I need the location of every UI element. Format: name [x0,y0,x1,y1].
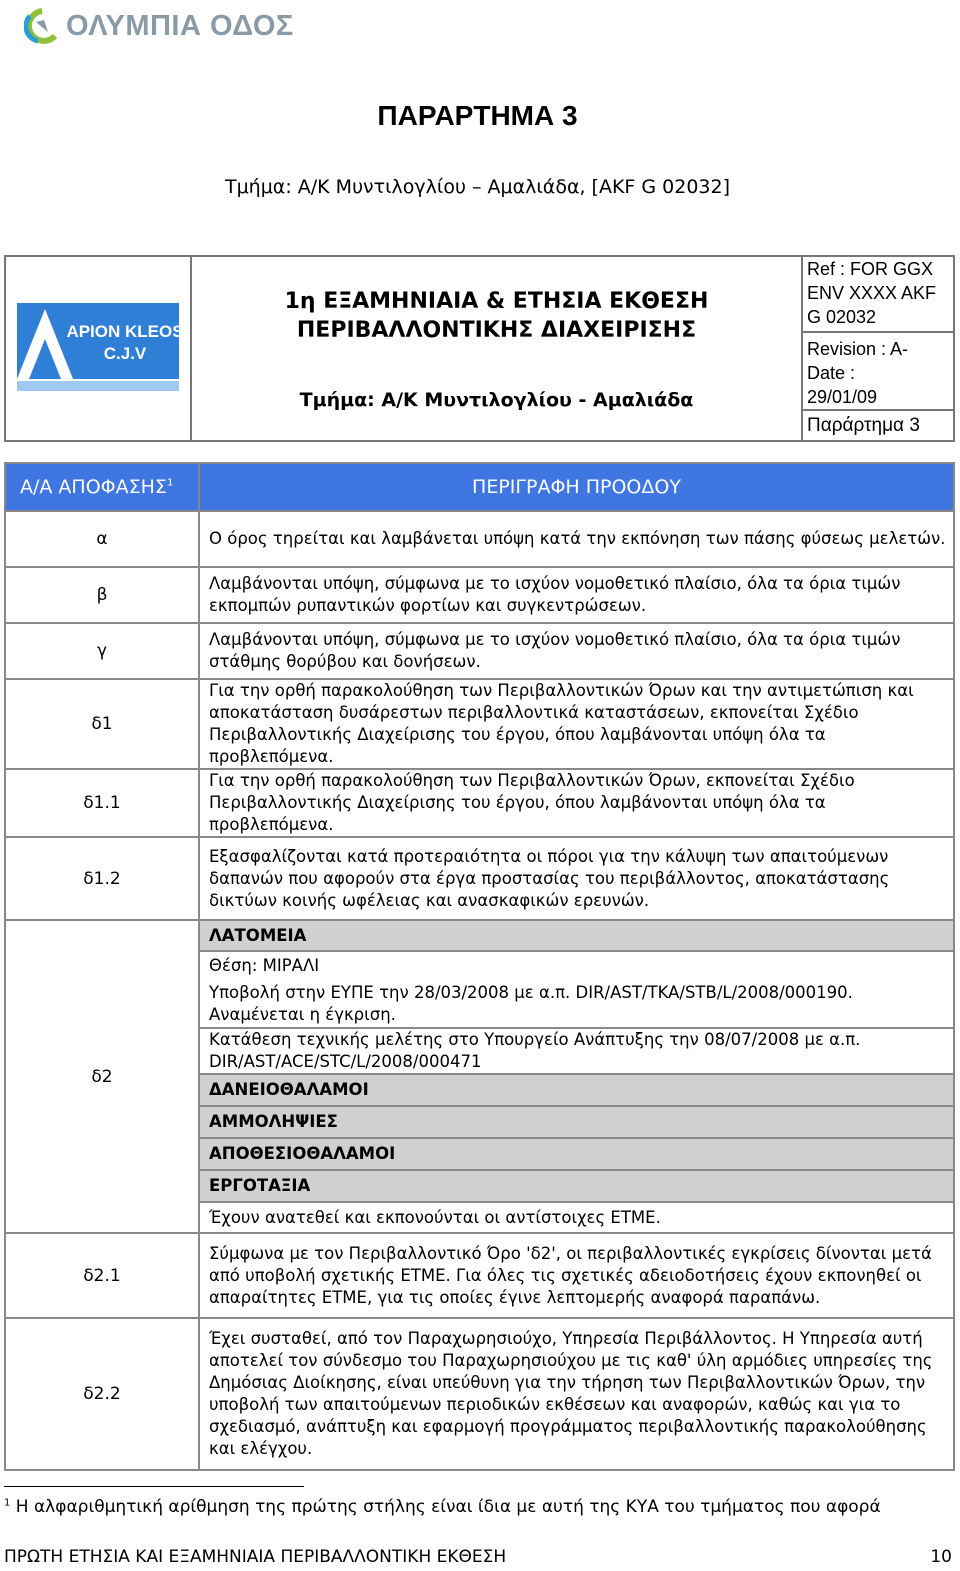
row-code: δ2.2 [5,1318,199,1470]
ref-line2: ENV XXXX AKF [807,283,937,303]
footnote-mark: 1 [4,1497,11,1509]
report-title-cell [191,256,802,441]
row-code: δ2 [5,920,199,1233]
row-text: Για την ορθή παρακολούθηση των Περιβαλλοντικών Όρων, εκπονείται Σχέδιο Περιβαλλοντικής Διαχείρισης του έργου, όπου λαμβάνονται υπόψη όλα τα προβλεπόμενα. [199,769,954,837]
filing-text [199,1028,954,1074]
footnote [4,1497,881,1517]
brand-name: ΟΛΥΜΠΙΑ ΟΔΟΣ [66,9,294,42]
row-code: δ2.1 [5,1233,199,1318]
table-row [5,623,954,679]
row-code: δ1 [5,679,199,769]
row-code: γ [5,623,199,679]
footnote-ref: 1 [166,477,174,489]
subheading-ergotaxia: ΕΡΓΟΤΑΞΙΑ [199,1170,954,1202]
etme-text: Έχουν ανατεθεί και εκπονούνται οι αντίστοιχες ΕΤΜΕ. [199,1202,954,1233]
table-row [5,679,954,769]
date-label: Date : [807,363,856,383]
filing-line2: DIR/AST/ACE/STC/L/2008/000471 [209,1052,482,1071]
revision: Revision : A- [807,339,909,359]
subheading-ammo: ΑΜΜΟΛΗΨΙΕΣ [199,1106,954,1138]
table-row [5,769,954,837]
ref-cell [802,256,954,332]
table-row [5,511,954,567]
apion-kleos-logo [15,301,181,393]
row-text: Λαμβάνονται υπόψη, σύμφωνα με το ισχύον νομοθετικό πλαίσιο, όλα τα όρια τιμών εκπομπών ρυπαντικών φορτίων και συγκεντρώσεων. [199,567,954,623]
contractor-logo-cell [5,256,191,441]
row-text: Σύμφωνα με τον Περιβαλλοντικό Όρο 'δ2', οι περιβαλλοντικές εγκρίσεις δίνονται μετά από υποβολή σχετικής ΕΤΜΕ. Για όλες τις σχετικές αδειοδοτήσεις έχουν εκπονηθεί οι απαραίτητες ΕΤΜΕ, για τις οποίες έγινε λεπτομερής αναφορά παραπάνω. [199,1233,954,1318]
page-footer [4,1547,954,1567]
row-text: Για την ορθή παρακολούθηση των Περιβαλλοντικών Όρων και την αντιμετώπιση και αποκατάσταση δυσάρεστων περιβαλλοντικά καταστάσεων, εκπονείται Σχέδιο Περιβαλλοντικής Διαχείρισης του έργου, όπου λαμβάνονται υπόψη όλα τα προβλεπόμενα. [199,679,954,769]
ref-line3: G 02032 [807,307,877,327]
date-value: 29/01/09 [807,387,878,407]
olympia-odos-logo-icon [24,8,60,44]
col-header-progress: ΠΕΡΙΓΡΑΦΗ ΠΡΟΟΔΟΥ [199,463,954,511]
subheading-daneio: ΔΑΝΕΙΟΘΑΛΑΜΟΙ [199,1074,954,1106]
annex-title: ΠΑΡΑΡΤΗΜΑ 3 [377,100,578,131]
page-number: 10 [930,1547,952,1567]
row-code: δ1.1 [5,769,199,837]
contractor-logo-line1: APION KLEOS [66,321,181,341]
document-header-table [4,255,955,442]
row-text: Ο όρος τηρείται και λαμβάνεται υπόψη κατά την εκπόνηση των πάσης φύσεως μελετών. [199,511,954,567]
footnote-divider [4,1486,304,1487]
table-row [5,837,954,920]
report-title-line1: 1η ΕΞΑΜΗΝΙΑΙΑ & ΕΤΗΣΙΑ ΕΚΘΕΣΗ [284,288,709,314]
olympia-odos-logo [24,6,294,46]
appendix-cell: Παράρτημα 3 [802,410,954,441]
footer-text: ΠΡΩΤΗ ΕΤΗΣΙΑ ΚΑΙ ΕΞΑΜΗΝΙΑΙΑ ΠΕΡΙΒΑΛΛΟΝΤΙΚΗ ΕΚΘΕΣΗ [4,1547,507,1567]
table-row [5,1233,954,1318]
col-header-decision: Α/Α ΑΠΟΦΑΣΗΣ$^1$ [5,463,199,511]
section-line: Τμήμα: Α/Κ Μυντιλογλίου – Αμαλιάδα, [AKF G 02032] [224,176,731,198]
subheading-apothesio: ΑΠΟΘΕΣΙΟΘΑΛΑΜΟΙ [199,1138,954,1170]
filing-line1: Κατάθεση τεχνικής μελέτης στο Υπουργείο Ανάπτυξης την 08/07/2008 με α.π. [209,1030,861,1049]
row-text: Λαμβάνονται υπόψη, σύμφωνα με το ισχύον νομοθετικό πλαίσιο, όλα τα όρια τιμών στάθμης θορύβου και δονήσεων. [199,623,954,679]
decisions-table [4,462,955,1471]
revision-date-cell [802,332,954,410]
location-text: Θέση: ΜΙΡΑΛΙ [199,951,954,980]
footnote-text: Η αλφαριθμητική αρίθμηση της πρώτης στήλης είναι ίδια με αυτή της ΚΥΑ του τμήματος που αφορά [15,1497,881,1517]
ref-line1: Ref : FOR GGX [807,259,934,279]
row-code: β [5,567,199,623]
row-code: δ1.2 [5,837,199,920]
subheading-latomeia: ΛΑΤΟΜΕΙΑ [199,920,954,951]
report-title-line2: ΠΕΡΙΒΑΛΛΟΝΤΙΚΗΣ ΔΙΑΧΕΙΡΙΣΗΣ [296,317,697,343]
table-row [5,920,954,951]
submission-text: Υποβολή στην ΕΥΠΕ την 28/03/2008 με α.π. DIR/AST/TKA/STB/L/2008/000190. Αναμένεται η έγκριση. [199,980,954,1028]
table-row [5,1318,954,1470]
row-text: Έχει συσταθεί, από τον Παραχωρησιούχο, Υπηρεσία Περιβάλλοντος. Η Υπηρεσία αυτή αποτελεί τον σύνδεσμο του Παραχωρησιούχου με τις καθ' ύλη αρμόδιες υπηρεσίες της Δημόσιας Διοίκησης, είναι υπεύθυνη για την τήρηση των Περιβαλλοντικών Όρων, την υποβολή των απαιτούμενων περιοδικών εκθέσεων και αναφορών, καθώς και για το σχεδιασμό, ανάπτυξη και εφαρμογή προγράμματος περιβαλλοντικής παρακολούθησης και ελέγχου. [199,1318,954,1470]
row-code: α [5,511,199,567]
contractor-logo-line2: C.J.V [103,343,147,363]
table-row [5,567,954,623]
row-text: Εξασφαλίζονται κατά προτεραιότητα οι πόροι για την κάλυψη των απαιτούμενων δαπανών που αφορούν στα έργα προστασίας του περιβάλλοντος, αποκατάστασης δικτύων κοινής ωφέλειας και ανασκαφικών ερευνών. [199,837,954,920]
report-section: Τμήμα: Α/Κ Μυντιλογλίου - Αμαλιάδα [299,388,694,411]
